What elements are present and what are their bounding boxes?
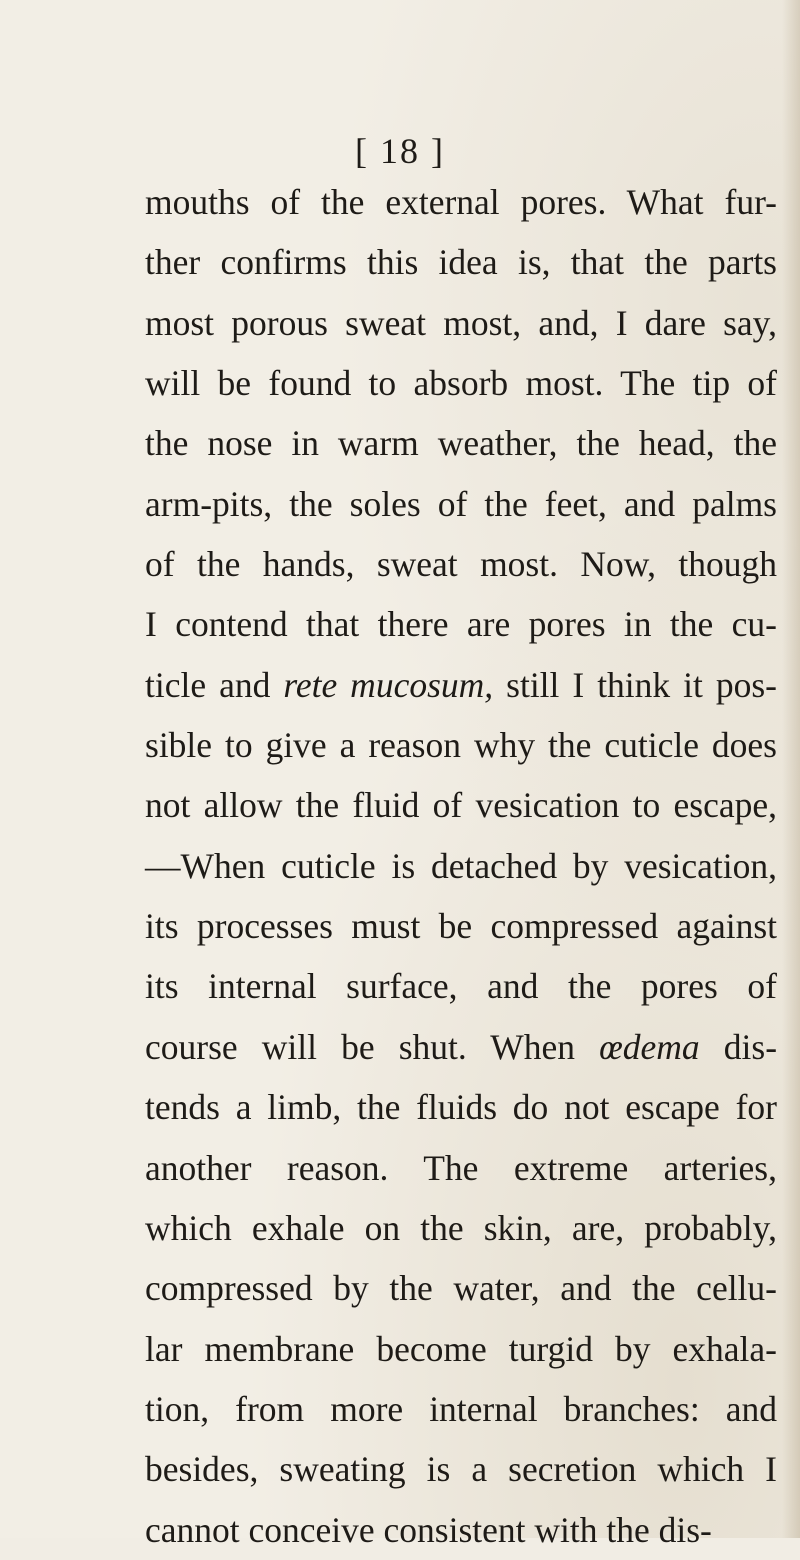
text-line: arm-pits, the soles of the feet, and palms	[145, 483, 777, 524]
text-line: its internal surface, and the pores of	[145, 966, 777, 1007]
text-line: compressed by the water, and the cellu-	[145, 1268, 777, 1309]
text-line: mouths of the external pores. What fur-	[145, 182, 777, 222]
text-line: cannot conceive consistent with the dis-	[145, 1509, 712, 1550]
page-number: [ 18 ]	[355, 131, 445, 171]
text-line	[145, 655, 777, 715]
text-line: tends a limb, the fluids do not escape for	[145, 1087, 777, 1128]
text-line: of the hands, sweat most. Now, though	[145, 544, 777, 585]
text-line: sible to give a reason why the cuticle does	[145, 725, 777, 766]
text-line: not allow the fluid of vesication to escape,	[145, 785, 777, 826]
text-segment: ticle and	[145, 664, 271, 705]
text-line: ther confirms this idea is, that the parts	[145, 242, 777, 283]
text-line: its processes must be compressed against	[145, 906, 777, 947]
page-edge-shadow	[782, 0, 800, 1538]
text-line: lar membrane become turgid by exhala-	[145, 1328, 777, 1369]
text-segment: dis-	[723, 1026, 778, 1067]
text-line: tion, from more internal branches: and	[145, 1388, 777, 1429]
text-line: will be found to absorb most. The tip of	[145, 363, 777, 404]
text-segment: still I think it pos-	[506, 664, 777, 705]
body-text	[145, 172, 777, 1560]
text-line: most porous sweat most, and, I dare say,	[145, 302, 777, 343]
text-line: another reason. The extreme arteries,	[145, 1147, 777, 1188]
text-line: besides, sweating is a secretion which I	[145, 1449, 777, 1490]
text-line: I contend that there are pores in the cu-	[145, 604, 777, 645]
text-segment: course will be shut. When	[145, 1026, 575, 1067]
text-line: the nose in warm weather, the head, the	[145, 423, 777, 464]
italic-term: œdema	[599, 1026, 700, 1067]
text-line: —When cuticle is detached by vesication,	[145, 845, 777, 886]
italic-term: rete mucosum,	[283, 664, 494, 705]
text-line	[145, 1017, 777, 1077]
text-line: which exhale on the skin, are, probably,	[145, 1207, 777, 1248]
